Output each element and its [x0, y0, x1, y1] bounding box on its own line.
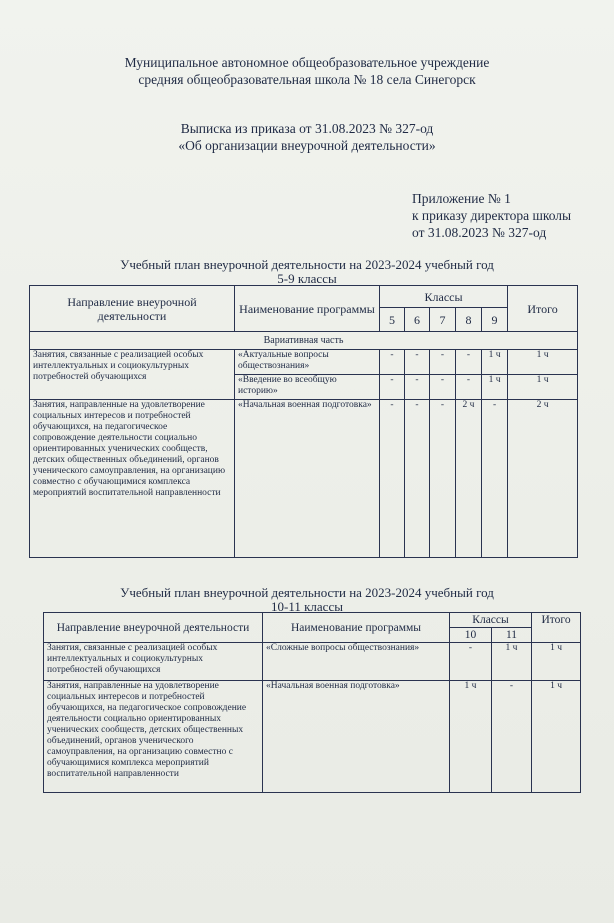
plan2-header-classes: Классы [450, 613, 532, 628]
org-name-line1: Муниципальное автономное общеобразовательное учреждение [124, 55, 490, 70]
extract-title: Выписка из приказа от 31.08.2023 № 327-од [180, 121, 434, 136]
plan1-subtitle: 5-9 классы [277, 271, 337, 286]
plan2-row2-total: 1 ч [532, 681, 581, 793]
plan1-header-classes: Классы [380, 286, 508, 308]
plan1-row1-p2-g8: - [456, 375, 482, 400]
plan1-row2-p1-total: 2 ч [508, 400, 578, 558]
plan2-row1-program: «Сложные вопросы обществознания» [263, 643, 450, 681]
plan1-row1-program2: «Введение во всеобщую историю» [235, 375, 380, 400]
plan1-grade-5: 5 [380, 308, 405, 332]
plan1-header-total: Итого [508, 286, 578, 332]
appendix-date: от 31.08.2023 № 327-од [412, 225, 547, 240]
appendix-number: Приложение № 1 [412, 191, 511, 206]
plan1-header-program: Наименование программы [235, 286, 380, 332]
plan2-table [43, 612, 581, 793]
plan2-header-total: Итого [532, 613, 581, 643]
plan2-subtitle: 10-11 классы [271, 599, 343, 614]
table-row [30, 350, 578, 375]
plan2-row1-direction: Занятия, связанные с реализацией особых интеллектуальных и социокультурных потребностей обучающихся [44, 643, 263, 681]
plan1-row2-p1-g6: - [405, 400, 430, 558]
plan2-title: Учебный план внеурочной деятельности на 2023-2024 учебный год [120, 585, 494, 600]
extract-header [0, 120, 614, 154]
plan2-row1-total: 1 ч [532, 643, 581, 681]
plan1-row1-p1-g8: - [456, 350, 482, 375]
plan1-grade-9: 9 [482, 308, 508, 332]
plan1-row1-p2-g6: - [405, 375, 430, 400]
plan1-row1-p1-total: 1 ч [508, 350, 578, 375]
plan2-row2-g10: 1 ч [450, 681, 492, 793]
plan1-row2-p1-g7: - [430, 400, 456, 558]
plan1-heading [0, 258, 614, 286]
plan1-row1-p2-total: 1 ч [508, 375, 578, 400]
plan1-row2-p1-g9: - [482, 400, 508, 558]
plan1-grade-6: 6 [405, 308, 430, 332]
plan1-row1-p1-g9: 1 ч [482, 350, 508, 375]
plan1-row1-direction: Занятия, связанные с реализацией особых интеллектуальных и социокультурных потребностей обучающихся [30, 350, 235, 400]
plan1-row1-p1-g7: - [430, 350, 456, 375]
plan2-heading [0, 586, 614, 614]
plan1-row1-p1-g5: - [380, 350, 405, 375]
plan1-row2-program1: «Начальная военная подготовка» [235, 400, 380, 558]
plan1-row2-direction: Занятия, направленные на удовлетворение социальных интересов и потребностей обучающихся, на педагогическое сопровождение деятельности социально ориентированных ученических сообществ, детских общественных объединений, органов ученического самоуправления, на организацию совместно с обучающимися комплекса мероприятий воспитательной направленности [30, 400, 235, 558]
plan2-header-direction: Направление внеурочной деятельности [44, 613, 263, 643]
plan2-grade-11: 11 [492, 628, 532, 643]
table-row [44, 681, 581, 793]
plan1-grade-8: 8 [456, 308, 482, 332]
plan2-header-program: Наименование программы [263, 613, 450, 643]
table-row [44, 643, 581, 681]
plan2-row2-program: «Начальная военная подготовка» [263, 681, 450, 793]
plan1-row1-p2-g9: 1 ч [482, 375, 508, 400]
plan1-section-label: Вариативная часть [30, 332, 578, 350]
appendix-note [412, 190, 571, 241]
plan1-row2-p1-g8: 2 ч [456, 400, 482, 558]
plan2-row1-g10: - [450, 643, 492, 681]
appendix-order: к приказу директора школы [412, 208, 572, 223]
org-name-line2: средняя общеобразовательная школа № 18 села Синегорск [138, 72, 476, 87]
plan1-row1-p1-g6: - [405, 350, 430, 375]
plan2-row2-g11: - [492, 681, 532, 793]
plan1-row1-program1: «Актуальные вопросы обществознания» [235, 350, 380, 375]
plan1-header-direction: Направление внеурочной деятельности [30, 286, 235, 332]
plan2-grade-10: 10 [450, 628, 492, 643]
plan2-row2-direction: Занятия, направленные на удовлетворение социальных интересов и потребностей обучающихся, на педагогическое сопровождение деятельности социально ориентированных ученических сообществ, детских общественных объединений, органов ученического самоуправления, на организацию совместно с обучающимися комплекса мероприятий воспитательной направленности [44, 681, 263, 793]
plan1-table [29, 285, 578, 558]
plan1-title: Учебный план внеурочной деятельности на 2023-2024 учебный год [120, 257, 494, 272]
plan1-grade-7: 7 [430, 308, 456, 332]
extract-subject: «Об организации внеурочной деятельности» [178, 138, 436, 153]
plan1-row2-p1-g5: - [380, 400, 405, 558]
table-row [30, 400, 578, 558]
plan1-row1-p2-g5: - [380, 375, 405, 400]
plan1-row1-p2-g7: - [430, 375, 456, 400]
plan2-row1-g11: 1 ч [492, 643, 532, 681]
school-header [0, 54, 614, 88]
